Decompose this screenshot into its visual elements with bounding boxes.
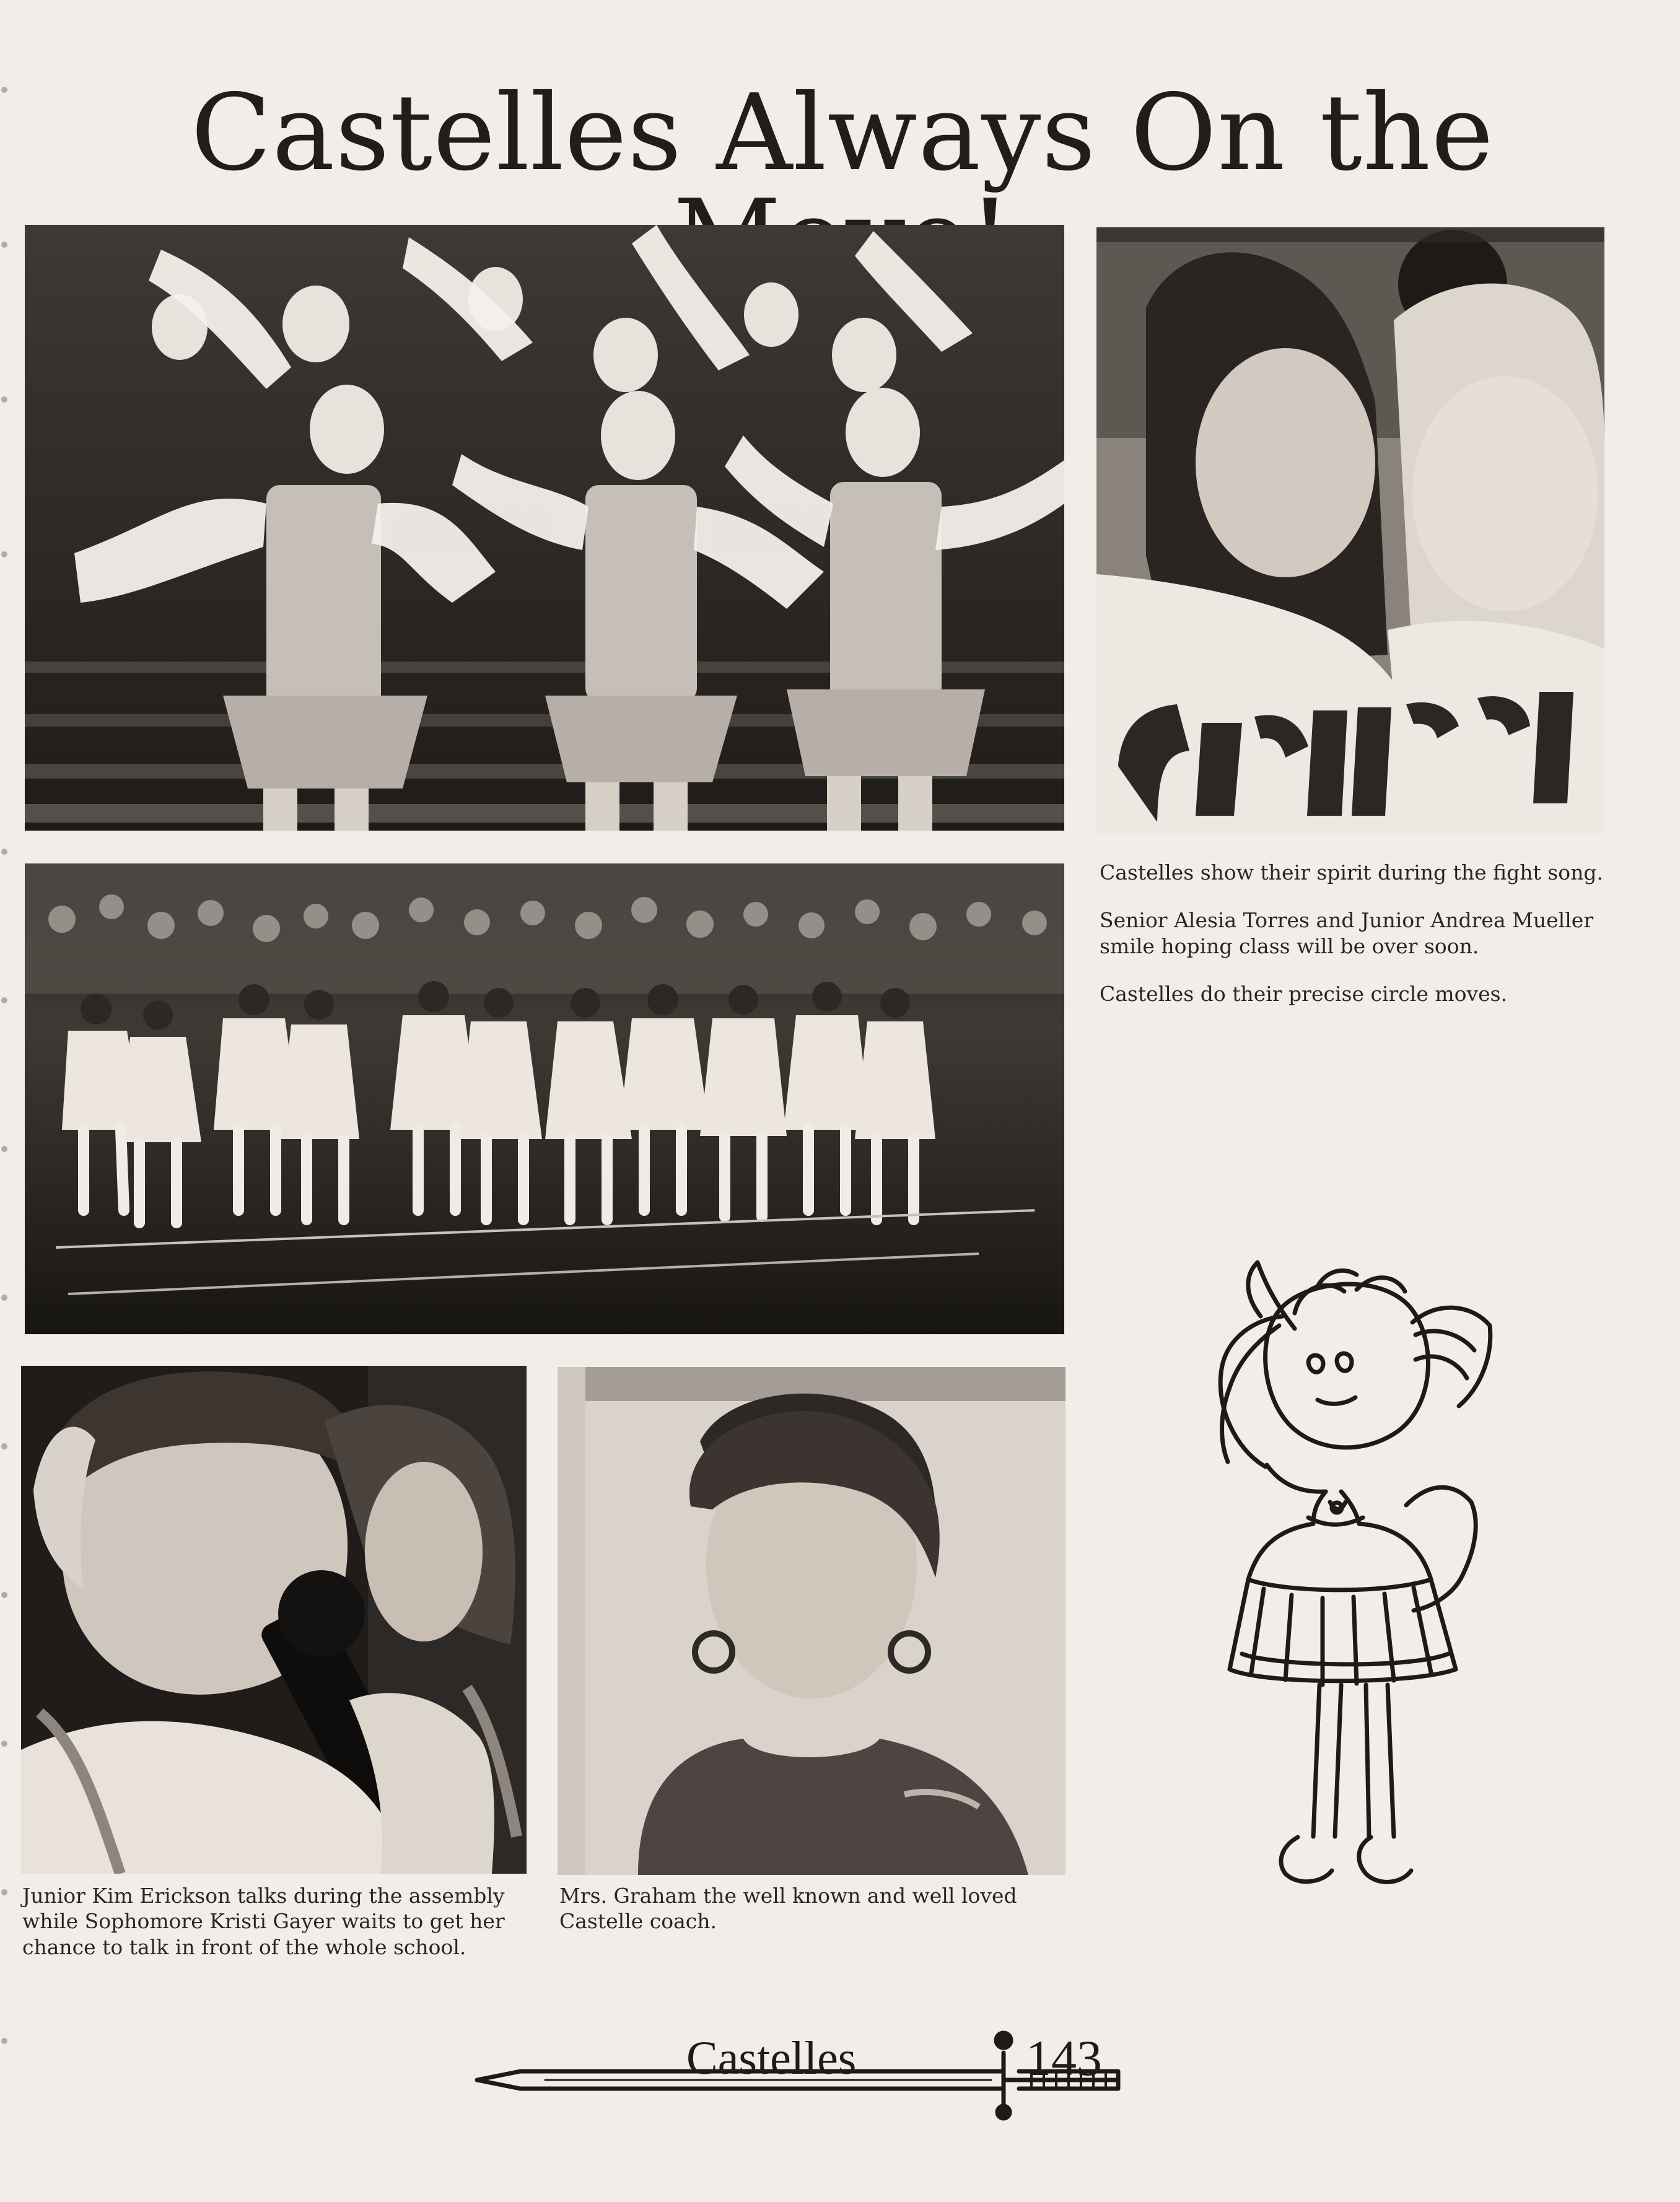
- photo-castelles-fight-song: [25, 225, 1064, 831]
- caption-group-right: [1100, 860, 1620, 1007]
- left-edge-mark: [1, 849, 7, 855]
- left-edge-mark: [1, 1889, 7, 1895]
- page-title: Castelles Always On the: [191, 72, 1494, 194]
- photo-circle-moves: [25, 863, 1064, 1334]
- caption-kim-erickson: Junior Kim Erickson talks during the assembly while Sophomore Kristi Gayer waits to get her chance to talk in front of the whole school.: [22, 1884, 505, 1959]
- left-edge-mark: [1, 87, 7, 93]
- left-edge-mark: [1, 1592, 7, 1598]
- left-edge-mark: [1, 242, 7, 248]
- left-edge-mark: [1, 551, 7, 557]
- page-number: 143: [1026, 2030, 1102, 2086]
- left-edge-mark: [1, 2038, 7, 2044]
- photo-kim-erickson-kristi-gayer: [21, 1366, 527, 1874]
- left-edge-mark: [1, 1295, 7, 1301]
- left-edge-mark: [1, 1741, 7, 1747]
- left-edge-mark: [1, 396, 7, 403]
- caption-torres-mueller: Senior Alesia Torres and Junior Andrea Mueller smile hoping class will be over soon.: [1100, 908, 1594, 958]
- left-edge-mark: [1, 997, 7, 1003]
- caption-mrs-graham: Mrs. Graham the well known and well loved Castelle coach.: [559, 1884, 1017, 1934]
- photo-alesia-torres-andrea-mueller: [1096, 227, 1604, 833]
- left-edge-mark: [1, 1146, 7, 1152]
- caption-fight-song: Castelles show their spirit during the fight song.: [1100, 860, 1603, 885]
- caption-circle-moves: Castelles do their precise circle moves.: [1100, 981, 1508, 1006]
- footer-section-title: Castelles: [686, 2032, 857, 2084]
- left-edge-mark: [1, 1443, 7, 1449]
- castelle-cartoon-drawing: [1171, 1257, 1518, 1895]
- photo-mrs-graham: [558, 1367, 1065, 1875]
